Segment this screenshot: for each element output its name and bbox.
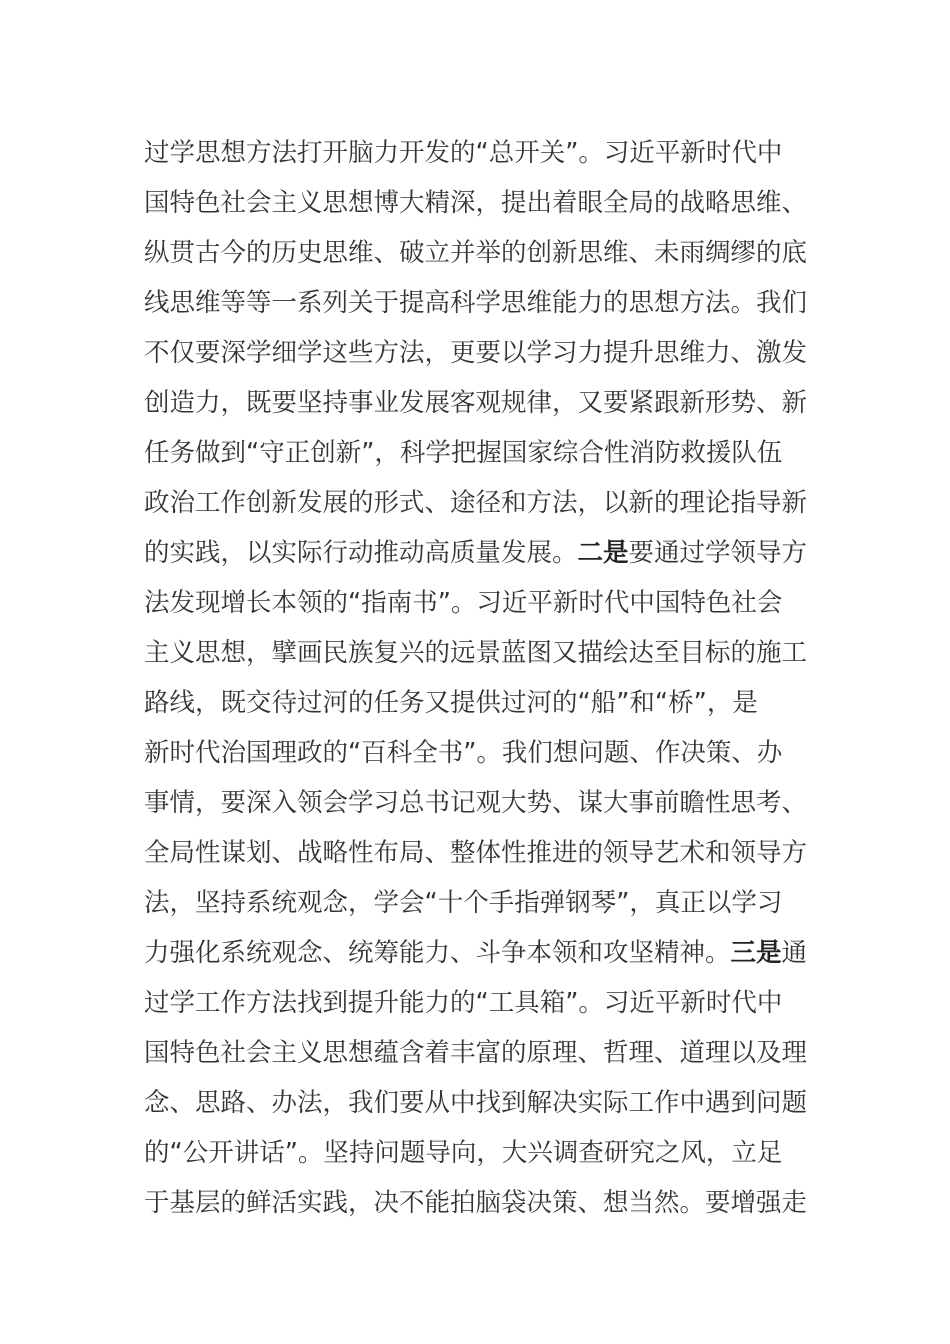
text-line: 过学工作方法找到提升能力的“工具箱”。习近平新时代中 bbox=[144, 988, 783, 1018]
text-line: 过学思想方法打开脑力开发的“总开关”。习近平新时代中 bbox=[144, 138, 783, 168]
text-line: 法发现增长本领的“指南书”。习近平新时代中国特色社会 bbox=[144, 588, 783, 618]
text-line: 全局性谋划、战略性布局、整体性推进的领导艺术和领导方 bbox=[144, 838, 808, 868]
text-line: 任务做到“守正创新”，科学把握国家综合性消防救援队伍 bbox=[144, 438, 783, 468]
text-line: 事情，要深入领会学习总书记观大势、谋大事前瞻性思考、 bbox=[144, 788, 808, 818]
text-line: 的实践，以实际行动推动高质量发展。二是要通过学领导方 bbox=[144, 538, 808, 568]
body-text bbox=[144, 128, 808, 1228]
text-line: 力强化系统观念、统筹能力、斗争本领和攻坚精神。三是通 bbox=[144, 938, 808, 968]
text-line: 念、思路、办法，我们要从中找到解决实际工作中遇到问题 bbox=[144, 1088, 808, 1118]
section-marker: 三是 bbox=[730, 938, 782, 968]
text-line: 主义思想，擘画民族复兴的远景蓝图又描绘达至目标的施工 bbox=[144, 638, 808, 668]
text-line: 路线，既交待过河的任务又提供过河的“船”和“桥”，是 bbox=[144, 688, 758, 718]
text-line: 国特色社会主义思想博大精深，提出着眼全局的战略思维、 bbox=[144, 188, 808, 218]
text-line: 国特色社会主义思想蕴含着丰富的原理、哲理、道理以及理 bbox=[144, 1038, 808, 1068]
text-line: 纵贯古今的历史思维、破立并举的创新思维、未雨绸缪的底 bbox=[144, 238, 808, 268]
text-line: 政治工作创新发展的形式、途径和方法，以新的理论指导新 bbox=[144, 488, 808, 518]
section-marker: 二是 bbox=[577, 538, 629, 568]
text-line: 于基层的鲜活实践，决不能拍脑袋决策、想当然。要增强走 bbox=[144, 1188, 808, 1218]
text-line: 不仅要深学细学这些方法，更要以学习力提升思维力、激发 bbox=[144, 338, 808, 368]
text-line: 新时代治国理政的“百科全书”。我们想问题、作决策、办 bbox=[144, 738, 783, 768]
text-line: 线思维等等一系列关于提高科学思维能力的思想方法。我们 bbox=[144, 288, 808, 318]
text-line: 法，坚持系统观念，学会“十个手指弹钢琴”，真正以学习 bbox=[144, 888, 783, 918]
text-line: 创造力，既要坚持事业发展客观规律，又要紧跟新形势、新 bbox=[144, 388, 808, 418]
text-line: 的“公开讲话”。坚持问题导向，大兴调查研究之风，立足 bbox=[144, 1138, 783, 1168]
